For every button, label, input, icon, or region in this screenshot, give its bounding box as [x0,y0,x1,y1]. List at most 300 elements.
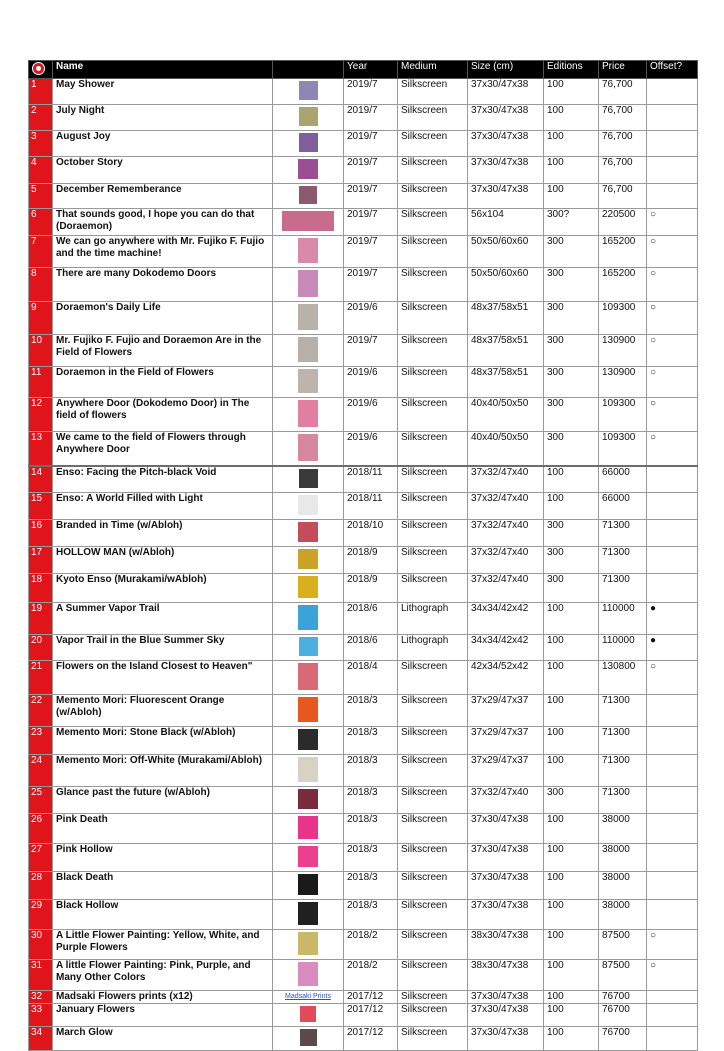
cell-offset [647,493,698,520]
cell-num: 22 [29,695,53,727]
cell-price: 66000 [599,466,647,493]
cell-offset [647,1027,698,1051]
cell-name: HOLLOW MAN (w/Abloh) [53,547,273,574]
cell-num: 25 [29,787,53,814]
cell-size: 48x37/58x51 [468,335,544,367]
cell-editions: 100 [544,131,599,157]
thumbnail-cell [273,960,344,991]
cell-price: 87500 [599,960,647,991]
cell-size: 37x30/47x38 [468,814,544,844]
cell-medium: Silkscreen [398,991,468,1004]
cell-num: 24 [29,755,53,787]
cell-num: 26 [29,814,53,844]
table-row [29,493,698,520]
cell-price: 110000 [599,603,647,635]
cell-editions: 300 [544,268,599,302]
cell-price: 76700 [599,1027,647,1051]
cell-year: 2019/7 [344,105,398,131]
artwork-thumbnail-image [299,186,317,204]
table-row [29,574,698,603]
cell-num: 10 [29,335,53,367]
thumbnail-cell [273,105,344,131]
cell-num: 29 [29,900,53,930]
artwork-thumbnail-image [299,469,318,488]
table-row [29,661,698,695]
cell-size: 40x40/50x50 [468,432,544,467]
artwork-thumbnail-image [298,846,318,867]
cell-name: Memento Mori: Stone Black (w/Abloh) [53,727,273,755]
cell-editions: 300 [544,520,599,547]
cell-editions: 100 [544,844,599,872]
cell-editions: 100 [544,727,599,755]
artwork-thumbnail-image [298,697,318,722]
artwork-thumbnail-image [298,729,318,750]
cell-medium: Silkscreen [398,844,468,872]
cell-year: 2019/6 [344,302,398,335]
cell-year: 2018/4 [344,661,398,695]
cell-year: 2018/11 [344,493,398,520]
artwork-thumbnail-image [298,549,318,569]
cell-num: 6 [29,209,53,236]
table-row [29,787,698,814]
table-row [29,930,698,960]
cell-size: 37x32/47x40 [468,520,544,547]
table-row [29,398,698,432]
cell-price: 110000 [599,635,647,661]
thumbnail-cell [273,184,344,209]
cell-offset [647,755,698,787]
cell-medium: Silkscreen [398,268,468,302]
artwork-thumbnail-image [282,211,334,231]
cell-name: Anywhere Door (Dokodemo Door) in The field of flowers [53,398,273,432]
header-image [273,61,344,79]
cell-num: 8 [29,268,53,302]
cell-offset: ○ [647,302,698,335]
header-year: Year [344,61,398,79]
thumbnail-cell [273,755,344,787]
cell-editions: 100 [544,1004,599,1027]
cell-editions: 100 [544,814,599,844]
cell-price: 71300 [599,520,647,547]
cell-medium: Silkscreen [398,398,468,432]
cell-num: 5 [29,184,53,209]
cell-price: 109300 [599,432,647,467]
cell-offset: ● [647,635,698,661]
cell-name: That sounds good, I hope you can do that (Doraemon) [53,209,273,236]
cell-medium: Silkscreen [398,727,468,755]
cell-price: 76700 [599,1004,647,1027]
cell-year: 2018/11 [344,466,398,493]
cell-price: 71300 [599,755,647,787]
cell-year: 2018/3 [344,814,398,844]
cell-editions: 100 [544,960,599,991]
cell-name: Pink Death [53,814,273,844]
header-medium: Medium [398,61,468,79]
table-row [29,547,698,574]
thumbnail-cell [273,547,344,574]
cell-offset: ○ [647,209,698,236]
cell-price: 38000 [599,872,647,900]
artwork-thumbnail-image [298,369,318,393]
cell-offset [647,131,698,157]
cell-num: 11 [29,367,53,398]
cell-offset: ○ [647,398,698,432]
artwork-thumbnail-image [298,816,318,839]
thumbnail-cell [273,900,344,930]
cell-offset [647,844,698,872]
cell-size: 37x30/47x38 [468,105,544,131]
thumbnail-cell [273,930,344,960]
thumbnail-cell [273,844,344,872]
cell-size: 40x40/50x50 [468,398,544,432]
cell-medium: Silkscreen [398,184,468,209]
cell-editions: 100 [544,930,599,960]
cell-editions: 100 [544,635,599,661]
thumbnail-cell [273,493,344,520]
cell-medium: Silkscreen [398,335,468,367]
cell-offset [647,695,698,727]
cell-size: 50x50/60x60 [468,268,544,302]
cell-name: Black Death [53,872,273,900]
cell-medium: Silkscreen [398,236,468,268]
cell-medium: Silkscreen [398,661,468,695]
cell-name: Flowers on the Island Closest to Heaven" [53,661,273,695]
thumbnail-cell [273,1004,344,1027]
cell-year: 2019/6 [344,367,398,398]
table-header [29,61,698,79]
table-row [29,1004,698,1027]
thumbnail-cell [273,695,344,727]
thumbnail-cell [273,157,344,184]
cell-size: 34x34/42x42 [468,635,544,661]
cell-medium: Silkscreen [398,302,468,335]
cell-editions: 300 [544,398,599,432]
cell-year: 2018/3 [344,787,398,814]
cell-offset: ○ [647,268,698,302]
cell-editions: 100 [544,493,599,520]
cell-medium: Silkscreen [398,814,468,844]
cell-year: 2018/10 [344,520,398,547]
cell-year: 2018/9 [344,574,398,603]
table-row [29,105,698,131]
cell-size: 37x32/47x40 [468,493,544,520]
cell-price: 130900 [599,335,647,367]
table-row [29,1027,698,1051]
cell-medium: Silkscreen [398,209,468,236]
cell-size: 37x32/47x40 [468,547,544,574]
cell-editions: 100 [544,105,599,131]
cell-editions: 300 [544,367,599,398]
cell-size: 37x32/47x40 [468,466,544,493]
cell-num: 4 [29,157,53,184]
cell-size: 37x29/47x37 [468,727,544,755]
cell-num: 33 [29,1004,53,1027]
cell-editions: 100 [544,661,599,695]
cell-name: Doraemon in the Field of Flowers [53,367,273,398]
artwork-thumbnail-image [300,1029,317,1046]
cell-editions: 300 [544,302,599,335]
cell-medium: Silkscreen [398,872,468,900]
cell-size: 48x37/58x51 [468,367,544,398]
cell-editions: 300 [544,432,599,467]
cell-year: 2017/12 [344,991,398,1004]
table-row [29,960,698,991]
cell-editions: 100 [544,695,599,727]
thumbnail-cell [273,872,344,900]
thumbnail-cell [273,432,344,467]
thumbnail-cell [273,209,344,236]
cell-size: 37x30/47x38 [468,157,544,184]
table-row [29,635,698,661]
cell-editions: 300 [544,787,599,814]
thumbnail-cell [273,398,344,432]
artwork-thumbnail-image [299,133,318,152]
thumbnail-cell [273,727,344,755]
cell-offset: ○ [647,432,698,467]
table-row [29,872,698,900]
cell-offset [647,574,698,603]
cell-offset: ○ [647,960,698,991]
cell-size: 37x30/47x38 [468,900,544,930]
cell-size: 38x30/47x38 [468,930,544,960]
cell-year: 2019/7 [344,184,398,209]
artwork-thumbnail-image [298,605,318,630]
cell-editions: 100 [544,157,599,184]
table-row [29,991,698,1004]
cell-name: March Glow [53,1027,273,1051]
thumbnail-cell [273,635,344,661]
cell-num: 2 [29,105,53,131]
artwork-thumbnail-image [298,576,318,598]
cell-name: Kyoto Enso (Murakami/wAbloh) [53,574,273,603]
cell-name: Madsaki Flowers prints (x12) [53,991,273,1004]
artwork-thumbnail-image [298,400,318,427]
cell-name: Enso: Facing the Pitch-black Void [53,466,273,493]
cell-editions: 300 [544,547,599,574]
cell-year: 2018/2 [344,960,398,991]
cell-medium: Silkscreen [398,960,468,991]
cell-size: 42x34/52x42 [468,661,544,695]
artwork-thumbnail-image [298,874,318,895]
table-row [29,844,698,872]
cell-medium: Silkscreen [398,574,468,603]
cell-offset [647,466,698,493]
cell-editions: 300 [544,574,599,603]
table-row [29,184,698,209]
cell-medium: Silkscreen [398,432,468,467]
cell-size: 34x34/42x42 [468,603,544,635]
thumbnail-cell [273,236,344,268]
table-row [29,755,698,787]
artwork-thumbnail-image [299,107,318,126]
cell-price: 165200 [599,236,647,268]
cell-editions: 300? [544,209,599,236]
cell-price: 76,700 [599,105,647,131]
artwork-thumbnail-image [298,304,318,330]
table-row [29,131,698,157]
cell-offset: ○ [647,661,698,695]
cell-offset [647,991,698,1004]
cell-medium: Lithograph [398,603,468,635]
cell-name: Glance past the future (w/Abloh) [53,787,273,814]
cell-medium: Silkscreen [398,787,468,814]
cell-year: 2019/6 [344,432,398,467]
cell-price: 76,700 [599,131,647,157]
artwork-thumbnail-image [298,270,318,297]
cell-medium: Silkscreen [398,157,468,184]
cell-editions: 100 [544,184,599,209]
cell-offset [647,79,698,105]
cell-price: 38000 [599,900,647,930]
artwork-thumbnail-image [298,522,318,542]
artwork-thumbnail-image [299,81,318,100]
cell-offset [647,547,698,574]
artwork-thumbnail-image [298,337,318,362]
cell-medium: Silkscreen [398,367,468,398]
table-row [29,900,698,930]
cell-offset [647,520,698,547]
cell-size: 37x30/47x38 [468,79,544,105]
cell-year: 2019/7 [344,79,398,105]
cell-price: 38000 [599,814,647,844]
cell-offset [647,727,698,755]
cell-editions: 100 [544,991,599,1004]
artwork-thumbnail-image [298,902,318,925]
cell-year: 2018/3 [344,755,398,787]
cell-size: 37x32/47x40 [468,574,544,603]
cell-name: Enso: A World Filled with Light [53,493,273,520]
cell-editions: 100 [544,603,599,635]
cell-size: 37x30/47x38 [468,1004,544,1027]
table-row [29,157,698,184]
cell-year: 2018/3 [344,872,398,900]
cell-size: 50x50/60x60 [468,236,544,268]
header-name: Name [53,61,273,79]
artwork-thumbnail-image [298,962,318,986]
cell-size: 37x29/47x37 [468,695,544,727]
cell-price: 66000 [599,493,647,520]
table-row [29,695,698,727]
thumbnail-cell [273,787,344,814]
header-price: Price [599,61,647,79]
cell-num: 15 [29,493,53,520]
cell-medium: Lithograph [398,635,468,661]
cell-name: There are many Dokodemo Doors [53,268,273,302]
cell-editions: 100 [544,755,599,787]
cell-year: 2018/6 [344,635,398,661]
artwork-price-list [28,60,697,1051]
table-row [29,727,698,755]
thumbnail-cell [273,1027,344,1051]
cell-name: October Story [53,157,273,184]
cell-size: 37x30/47x38 [468,991,544,1004]
cell-num: 31 [29,960,53,991]
cell-medium: Silkscreen [398,105,468,131]
cell-offset [647,157,698,184]
thumbnail-cell [273,603,344,635]
artwork-thumbnail-image [299,637,318,656]
cell-name: We came to the field of Flowers through Anywhere Door [53,432,273,467]
cell-price: 109300 [599,302,647,335]
cell-offset [647,1004,698,1027]
table-row [29,79,698,105]
cell-num: 18 [29,574,53,603]
cell-price: 130800 [599,661,647,695]
cell-price: 130900 [599,367,647,398]
table-row [29,268,698,302]
artwork-thumbnail-image [300,1006,316,1022]
artwork-thumbnail-image [298,159,318,179]
cell-medium: Silkscreen [398,493,468,520]
cell-year: 2019/7 [344,131,398,157]
cell-editions: 100 [544,466,599,493]
cell-offset [647,787,698,814]
cell-year: 2019/7 [344,236,398,268]
cell-medium: Silkscreen [398,930,468,960]
cell-price: 38000 [599,844,647,872]
cell-price: 76,700 [599,184,647,209]
cell-name: Branded in Time (w/Abloh) [53,520,273,547]
cell-offset: ○ [647,335,698,367]
thumbnail-cell [273,991,344,1004]
cell-num: 3 [29,131,53,157]
thumbnail-cell [273,466,344,493]
cell-year: 2017/12 [344,1027,398,1051]
cell-name: January Flowers [53,1004,273,1027]
table-row [29,367,698,398]
table-row [29,603,698,635]
cell-price: 71300 [599,547,647,574]
cell-num: 19 [29,603,53,635]
cell-size: 37x30/47x38 [468,844,544,872]
cell-medium: Silkscreen [398,1027,468,1051]
table-row [29,432,698,467]
cell-editions: 100 [544,872,599,900]
cell-year: 2018/6 [344,603,398,635]
cell-size: 37x30/47x38 [468,184,544,209]
cell-name: Black Hollow [53,900,273,930]
cell-offset: ○ [647,930,698,960]
cell-year: 2019/7 [344,268,398,302]
cell-name: A little Flower Painting: Pink, Purple, and Many Other Colors [53,960,273,991]
header-editions: Editions [544,61,599,79]
cell-medium: Silkscreen [398,1004,468,1027]
cell-num: 21 [29,661,53,695]
cell-num: 30 [29,930,53,960]
cell-num: 34 [29,1027,53,1051]
cell-name: Vapor Trail in the Blue Summer Sky [53,635,273,661]
thumbnail-cell [273,661,344,695]
thumbnail-cell [273,268,344,302]
cell-size: 37x30/47x38 [468,872,544,900]
cell-size: 37x29/47x37 [468,755,544,787]
cell-num: 32 [29,991,53,1004]
artwork-thumbnail-image [298,238,318,263]
madsaki-prints-link[interactable]: Madsaki Prints [285,993,331,1000]
cell-num: 13 [29,432,53,467]
cell-size: 37x30/47x38 [468,131,544,157]
cell-price: 76,700 [599,157,647,184]
cell-size: 38x30/47x38 [468,960,544,991]
cell-offset [647,814,698,844]
cell-year: 2018/3 [344,844,398,872]
cell-price: 71300 [599,787,647,814]
cell-editions: 100 [544,1027,599,1051]
cell-name: Memento Mori: Off-White (Murakami/Abloh) [53,755,273,787]
cell-offset: ○ [647,236,698,268]
cell-year: 2019/7 [344,335,398,367]
cell-name: We can go anywhere with Mr. Fujiko F. Fujio and the time machine! [53,236,273,268]
